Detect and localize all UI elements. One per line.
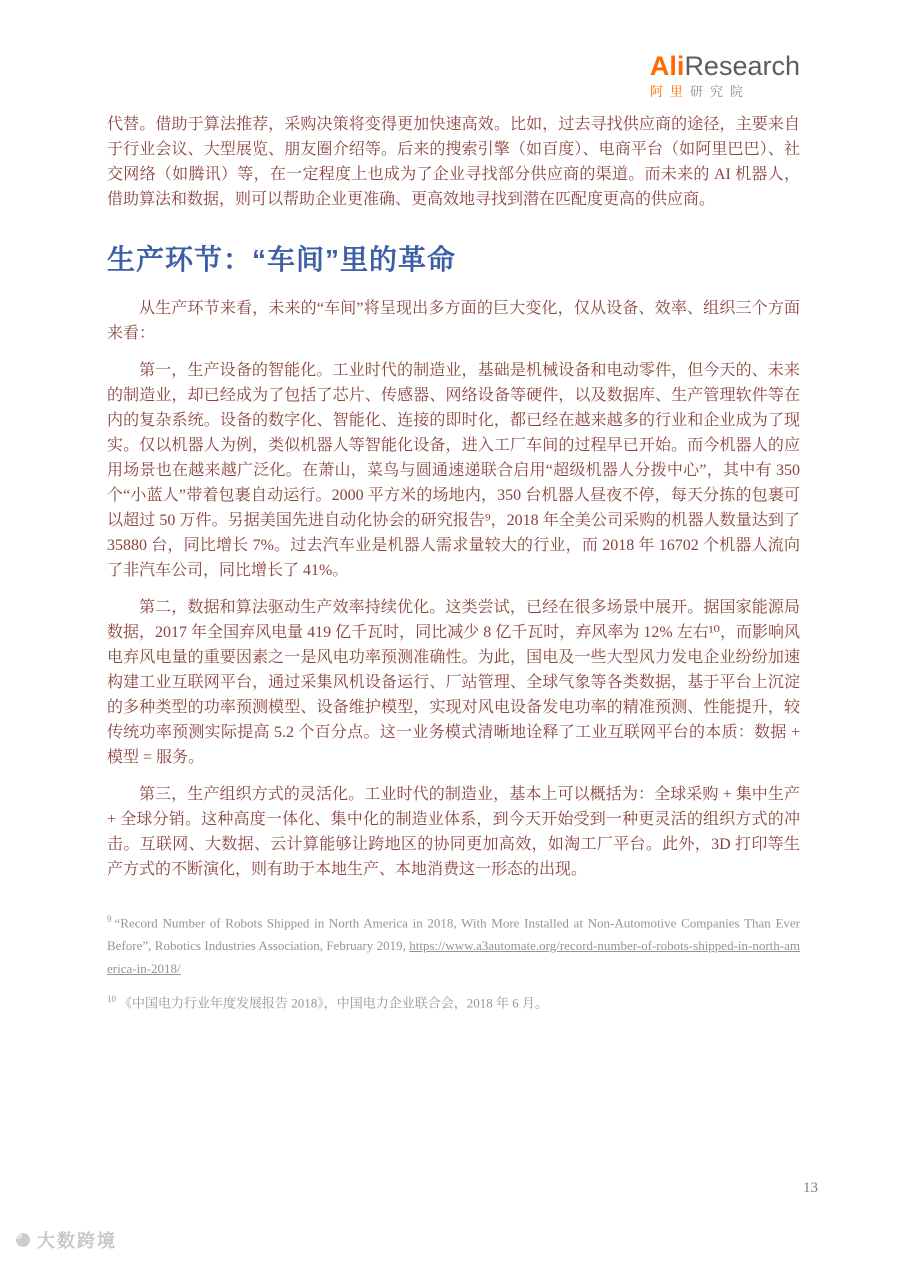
paragraph-second-point: 第二，数据和算法驱动生产效率持续优化。这类尝试，已经在很多场景中展开。据国家能源局数据，2017 年全国弃风电量 419 亿千瓦时，同比减少 8 亿千瓦时，弃风率为 12% 左右¹⁰，而影响风电弃风电量的重要因素之一是风电功率预测准确性。为此，国电及一些大型风力发电企业纷纷加速构建工业互联网平台，通过采集风机设备运行、厂站管理、全球气象等各类数据，基于平台上沉淀的多种类型的功率预测模型、设备维护模型，实现对风电设备发电功率的精准预测、性能提升，较传统功率预测实际提高 5.2 个百分点。这一业务模式清晰地诠释了工业互联网平台的本质：数据 + 模型 = 服务。 (107, 599, 800, 766)
logo-chinese-subtitle (650, 85, 800, 99)
logo-wordmark (650, 52, 800, 82)
footnote-9-text: “Record Number of Robots Shipped in North America in 2018, With More Installed at Non-Automotive Companies Than Ever Before”, Robotics Industries Association, February 2019, (107, 915, 800, 954)
footnote-9 (107, 908, 800, 980)
section-title: 生产环节：“车间”里的革命 (107, 244, 457, 275)
footnotes-section (107, 908, 800, 1015)
page-number: 13 (803, 1180, 818, 1196)
paragraph-third-point: 第三，生产组织方式的灵活化。工业时代的制造业，基本上可以概括为：全球采购 + 集中生产 + 全球分销。这种高度一体化、集中化的制造业体系，到今天开始受到一种更灵活的组织方式的冲击。互联网、大数据、云计算能够让跨地区的协同更加高效，如淘工厂平台。此外，3D 打印等生产方式的不断演化，则有助于本地生产、本地消费这一形态的出现。 (107, 786, 800, 878)
footnote-10 (107, 988, 800, 1014)
logo-ali-chinese: 阿里 (649, 83, 690, 99)
footnote-10-text: 《中国电力行业年度发展报告 2018》，中国电力企业联合会，2018 年 6 月。 (119, 995, 549, 1011)
aliresearch-logo (650, 52, 800, 99)
logo-research-chinese: 研究院 (689, 83, 750, 99)
logo-ali-text: Ali (649, 51, 685, 81)
watermark (16, 1227, 117, 1253)
footnote-10-marker: 10 (107, 994, 116, 1005)
page-content (107, 112, 800, 1023)
paragraph-overview: 从生产环节来看，未来的“车间”将呈现出多方面的巨大变化，仅从设备、效率、组织三个方面来看： (107, 300, 800, 342)
paragraph-continuation: 代替。借助于算法推荐，采购决策将变得更加快速高效。比如，过去寻找供应商的途径，主要来自于行业会议、大型展览、朋友圈介绍等。后来的搜索引擎（如百度）、电商平台（如阿里巴巴）、社交网络（如腾讯）等，在一定程度上也成为了企业寻找部分供应商的渠道。而未来的 AI 机器人，借助算法和数据，则可以帮助企业更准确、更高效地寻找到潜在匹配度更高的供应商。 (107, 116, 800, 208)
logo-research-text: Research (684, 51, 800, 81)
footnote-9-marker: 9 (107, 914, 112, 924)
watermark-label: 大数跨境 (37, 1231, 117, 1251)
watermark-logo-icon (16, 1233, 30, 1247)
paragraph-first-point: 第一，生产设备的智能化。工业时代的制造业，基础是机械设备和电动零件，但今天的、未来的制造业，却已经成为了包括了芯片、传感器、网络设备等硬件，以及数据库、生产管理软件等在内的复杂系统。设备的数字化、智能化、连接的即时化，都已经在越来越多的行业和企业成为了现实。仅以机器人为例，类似机器人等智能化设备，进入工厂车间的过程早已开始。而今机器人的应用场景也在越来越广泛化。在萧山，菜鸟与圆通速递联合启用“超级机器人分拨中心”，其中有 350 个“小蓝人”带着包裹自动运行。2000 平方米的场地内，350 台机器人昼夜不停，每天分拣的包裹可以超过 50 万件。另据美国先进自动化协会的研究报告⁹，2018 年全美公司采购的机器人数量达到了 35880 台，同比增长 7%。过去汽车业是机器人需求量较大的行业，而 2018 年 16702 个机器人流向了非汽车公司，同比增长了 41%。 (107, 362, 800, 579)
footnote-9-url-link[interactable]: https://www.a3automate.org/record-number-of-robots-shipped-in-north-america-in-2018/ (107, 938, 800, 977)
